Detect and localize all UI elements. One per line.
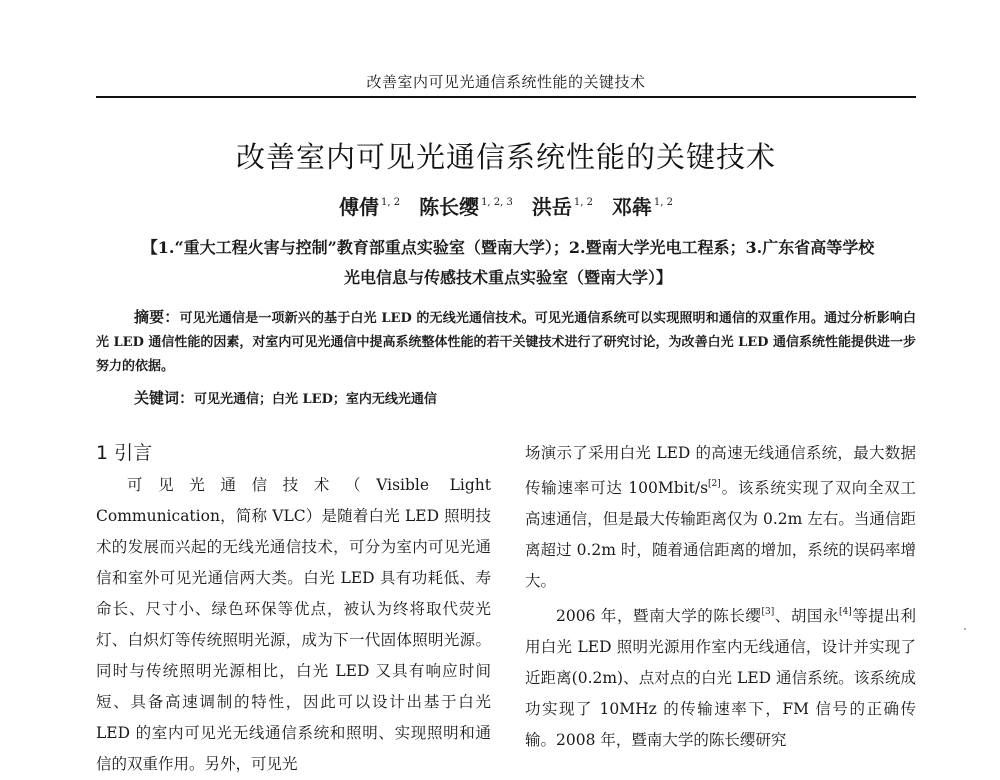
paragraph-text: 2006 年，暨南大学的陈长缨 (556, 607, 762, 625)
keywords-text: 可见光通信；白光 LED；室内无线光通信 (194, 392, 437, 407)
citation: [2] (708, 479, 721, 489)
paragraph-text: 、胡国永 (774, 607, 840, 625)
affiliations-line-1: 【1.“重大工程火害与控制”教育部重点实验室（暨南大学）；2.暨南大学光电工程系；3.广东省高等学校 (141, 238, 875, 257)
body-paragraph (525, 597, 916, 756)
author-name: 洪岳 (531, 195, 572, 219)
affiliations-line-2: 光电信息与传感技术重点实验室（暨南大学）】 (343, 268, 672, 287)
body-paragraph (525, 438, 916, 597)
body-paragraph: 可见光通信技术（Visible Light Communication，简称 VLC）是随着白光 LED 照明技术的发展而兴起的无线光通信技术，可分为室内可见光通信和室外可见光通信两大类。白光 LED 具有功耗低、寿命长、尺寸小、绿色环保等优点，被认为终将取代荧光灯、白炽灯等传统照明光源，成为下一代固体照明光源。同时与传统照明光源相比，白光 LED 又具有响应时间短、具备高速调制的特性，因此可以设计出基于白光 LED 的室内可见光无线通信系统和照明、实现照明和通信的双重作用。另外，可见光 (96, 476, 491, 773)
paragraph-text: 等提出利用白光 LED 照明光源用作室内无线通信，设计并实现了近距离(0.2m)、点对点的白光 LED 通信系统。该系统成功实现了 10MHz 的传输速率下，FM 信号的正确传输。2008 年，暨南大学的陈长缨研究 (525, 607, 916, 749)
citation: [3] (761, 607, 775, 617)
paragraph-text: 。该系统实现了双向全双工高速通信，但是最大传输距离仅为 0.2m 左右。当通信距离超过 0.2m 时，随着通信距离的增加，系统的误码率增大。 (525, 479, 916, 590)
keywords-label: 关键词： (134, 389, 195, 407)
scan-speck (964, 628, 966, 630)
author-affil: 1, 2 (653, 197, 673, 208)
abstract-label: 摘要： (134, 308, 180, 326)
abstract-text: 可见光通信是一项新兴的基于白光 LED 的无线光通信技术。可见光通信系统可以实现照明和通信的双重作用。通过分析影响白光 LED 通信性能的因素，对室内可见光通信中提高系统整体性能的若干关键技术进行了研究讨论，为改善白光 LED 通信系统性能提供进一步努力的依据。 (96, 311, 916, 374)
affiliations (100, 233, 916, 293)
header-rule (96, 96, 916, 98)
author-3 (532, 195, 593, 219)
author-name: 傅倩 (339, 195, 379, 219)
author-1 (339, 195, 400, 219)
author-name: 陈长缨 (419, 195, 480, 219)
keywords (134, 387, 437, 408)
left-column (96, 438, 491, 773)
paragraph-text: 场演示了采用白光 LED 的高速无线通信系统，最大数据传输速率可达 100Mbit/s (525, 444, 916, 497)
paper-title: 改善室内可见光通信系统性能的关键技术 (235, 140, 776, 174)
citation: [4] (839, 607, 852, 617)
running-header: 改善室内可见光通信系统性能的关键技术 (366, 73, 646, 91)
author-list (96, 191, 916, 220)
author-2 (419, 195, 513, 219)
author-name: 邓犇 (611, 195, 652, 219)
author-affil: 1, 2 (381, 197, 401, 208)
section-heading: 1 引言 (96, 442, 153, 464)
author-affil: 1, 2 (573, 197, 593, 208)
author-affil: 1, 2, 3 (481, 197, 513, 208)
abstract (96, 305, 916, 379)
author-4 (612, 195, 673, 219)
right-column (525, 438, 916, 760)
